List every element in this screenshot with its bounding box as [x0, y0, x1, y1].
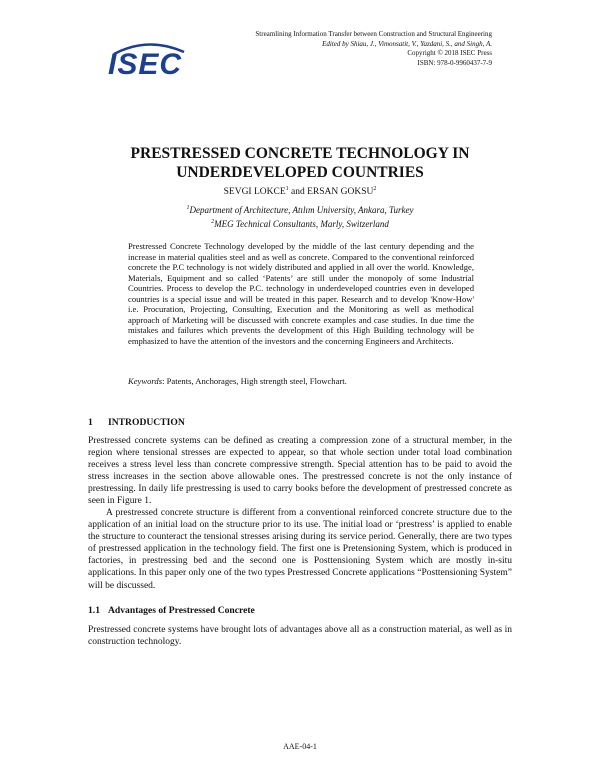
- title-line-2: UNDERDEVELOPED COUNTRIES: [176, 164, 424, 181]
- header-line-4: ISBN: 978-0-9960437-7-9: [417, 58, 492, 67]
- author-1-sup: 1: [285, 186, 289, 192]
- author-2: ERSAN GOKSU: [307, 187, 374, 198]
- section-1-number: 1: [88, 417, 93, 428]
- page-footer: AAE-04-1: [283, 742, 317, 751]
- proceedings-header: [172, 30, 492, 68]
- affil-1-sup: 1: [186, 205, 190, 211]
- header-line-1: Streamlining Information Transfer between Construction and Structural Engineering: [255, 30, 492, 38]
- author-1: SEVGI LOKCE: [223, 187, 286, 198]
- section-1-1-title: Advantages of Prestressed Concrete: [108, 605, 255, 616]
- affil-2-sup: 2: [211, 218, 215, 225]
- keywords-text: : Patents, Anchorages, High strength steel, Flowchart.: [162, 376, 347, 386]
- section-1-1-number: 1.1: [88, 605, 100, 616]
- affiliation-2: [0, 217, 600, 231]
- affil-1-text: Department of Architecture, Atılım University, Ankara, Turkey: [189, 205, 414, 215]
- header-line-2: Edited by Shiau, J., Vimonsatit, V., Yazdani, S., and Singh, A.: [322, 39, 492, 48]
- section-1-title: INTRODUCTION: [108, 417, 185, 428]
- section-1-heading: [88, 417, 185, 428]
- section-1-1-heading: [88, 605, 255, 616]
- header-line-3: Copyright © 2018 ISEC Press: [407, 49, 492, 57]
- affil-2-text: MEG Technical Consultants, Marly, Switzerland: [214, 218, 389, 229]
- paper-title: [60, 144, 540, 182]
- keywords: [128, 376, 474, 386]
- abstract: Prestressed Concrete Technology developed by the middle of the last century depending and the increase in material qualities steel and as well as concrete. Compared to the conventional reinforced concrete the P.C technology is not widely distributed and applied in all over the world. Knowledge, Materials, Equipment and so called ‘Patents’ are still under the monopoly of some Industrial Countries. Process to develop the P.C. technology in underdeveloped countries even in developed countries is a special issue and will be treated in this paper. Research and to develop 'Know-How' i.e. Procuration, Projecting, Consulting, Execution and the Monitoring as well as methodical approach of Marketing will be discussed with concrete examples and case studies. In due time the mistakes and failures which prevents the development of this High Building technology will be emphasized to have the attention of the investors and the concerning Engineers and Architects.: [128, 241, 474, 346]
- intro-paragraph-1: Prestressed concrete systems can be defined as creating a compression zone of a structural member, in the region where tensional stresses are expected to appear, so that whole section under total load combination receives a stress level less than concrete compressive strength. Special attention has to be paid to avoid the stress increases in the section above allowable ones. The prestressed concrete is not the only instance of prestressing. In daily life prestressing is used to carry books before the development of prestressed concrete as seen in Figure 1.: [88, 436, 512, 507]
- logo-text: ISEC: [108, 48, 183, 81]
- intro-paragraph-2: A prestressed concrete structure is different from a conventional reinforced concrete structure due to the application of an initial load on the structure prior to its use. The initial load or ‘prestress’ is applied to enable the structure to counteract the tensional stresses arising during its service period. Generally, there are two types of prestressed application in the technology field. The first one is Pretensioning System, which is produced in factories, in prestressing bed and the second one is Posttensioning System which are mostly in-situ applications. In this paper only one of the two types Prestressed Concrete applications “Posttensioning System” will be discussed.: [88, 508, 512, 591]
- title-line-1: PRESTRESSED CONCRETE TECHNOLOGY IN: [130, 145, 470, 162]
- author-2-sup: 2: [373, 186, 377, 192]
- author-and: and: [288, 187, 308, 198]
- keywords-label: Keywords: [128, 376, 163, 386]
- affiliations: [0, 203, 600, 230]
- authors: [0, 186, 600, 197]
- advantages-paragraph: Prestressed concrete systems have brought lots of advantages above all as a construction material, as well as in construction technology.: [88, 625, 512, 648]
- affiliation-1: [0, 203, 600, 217]
